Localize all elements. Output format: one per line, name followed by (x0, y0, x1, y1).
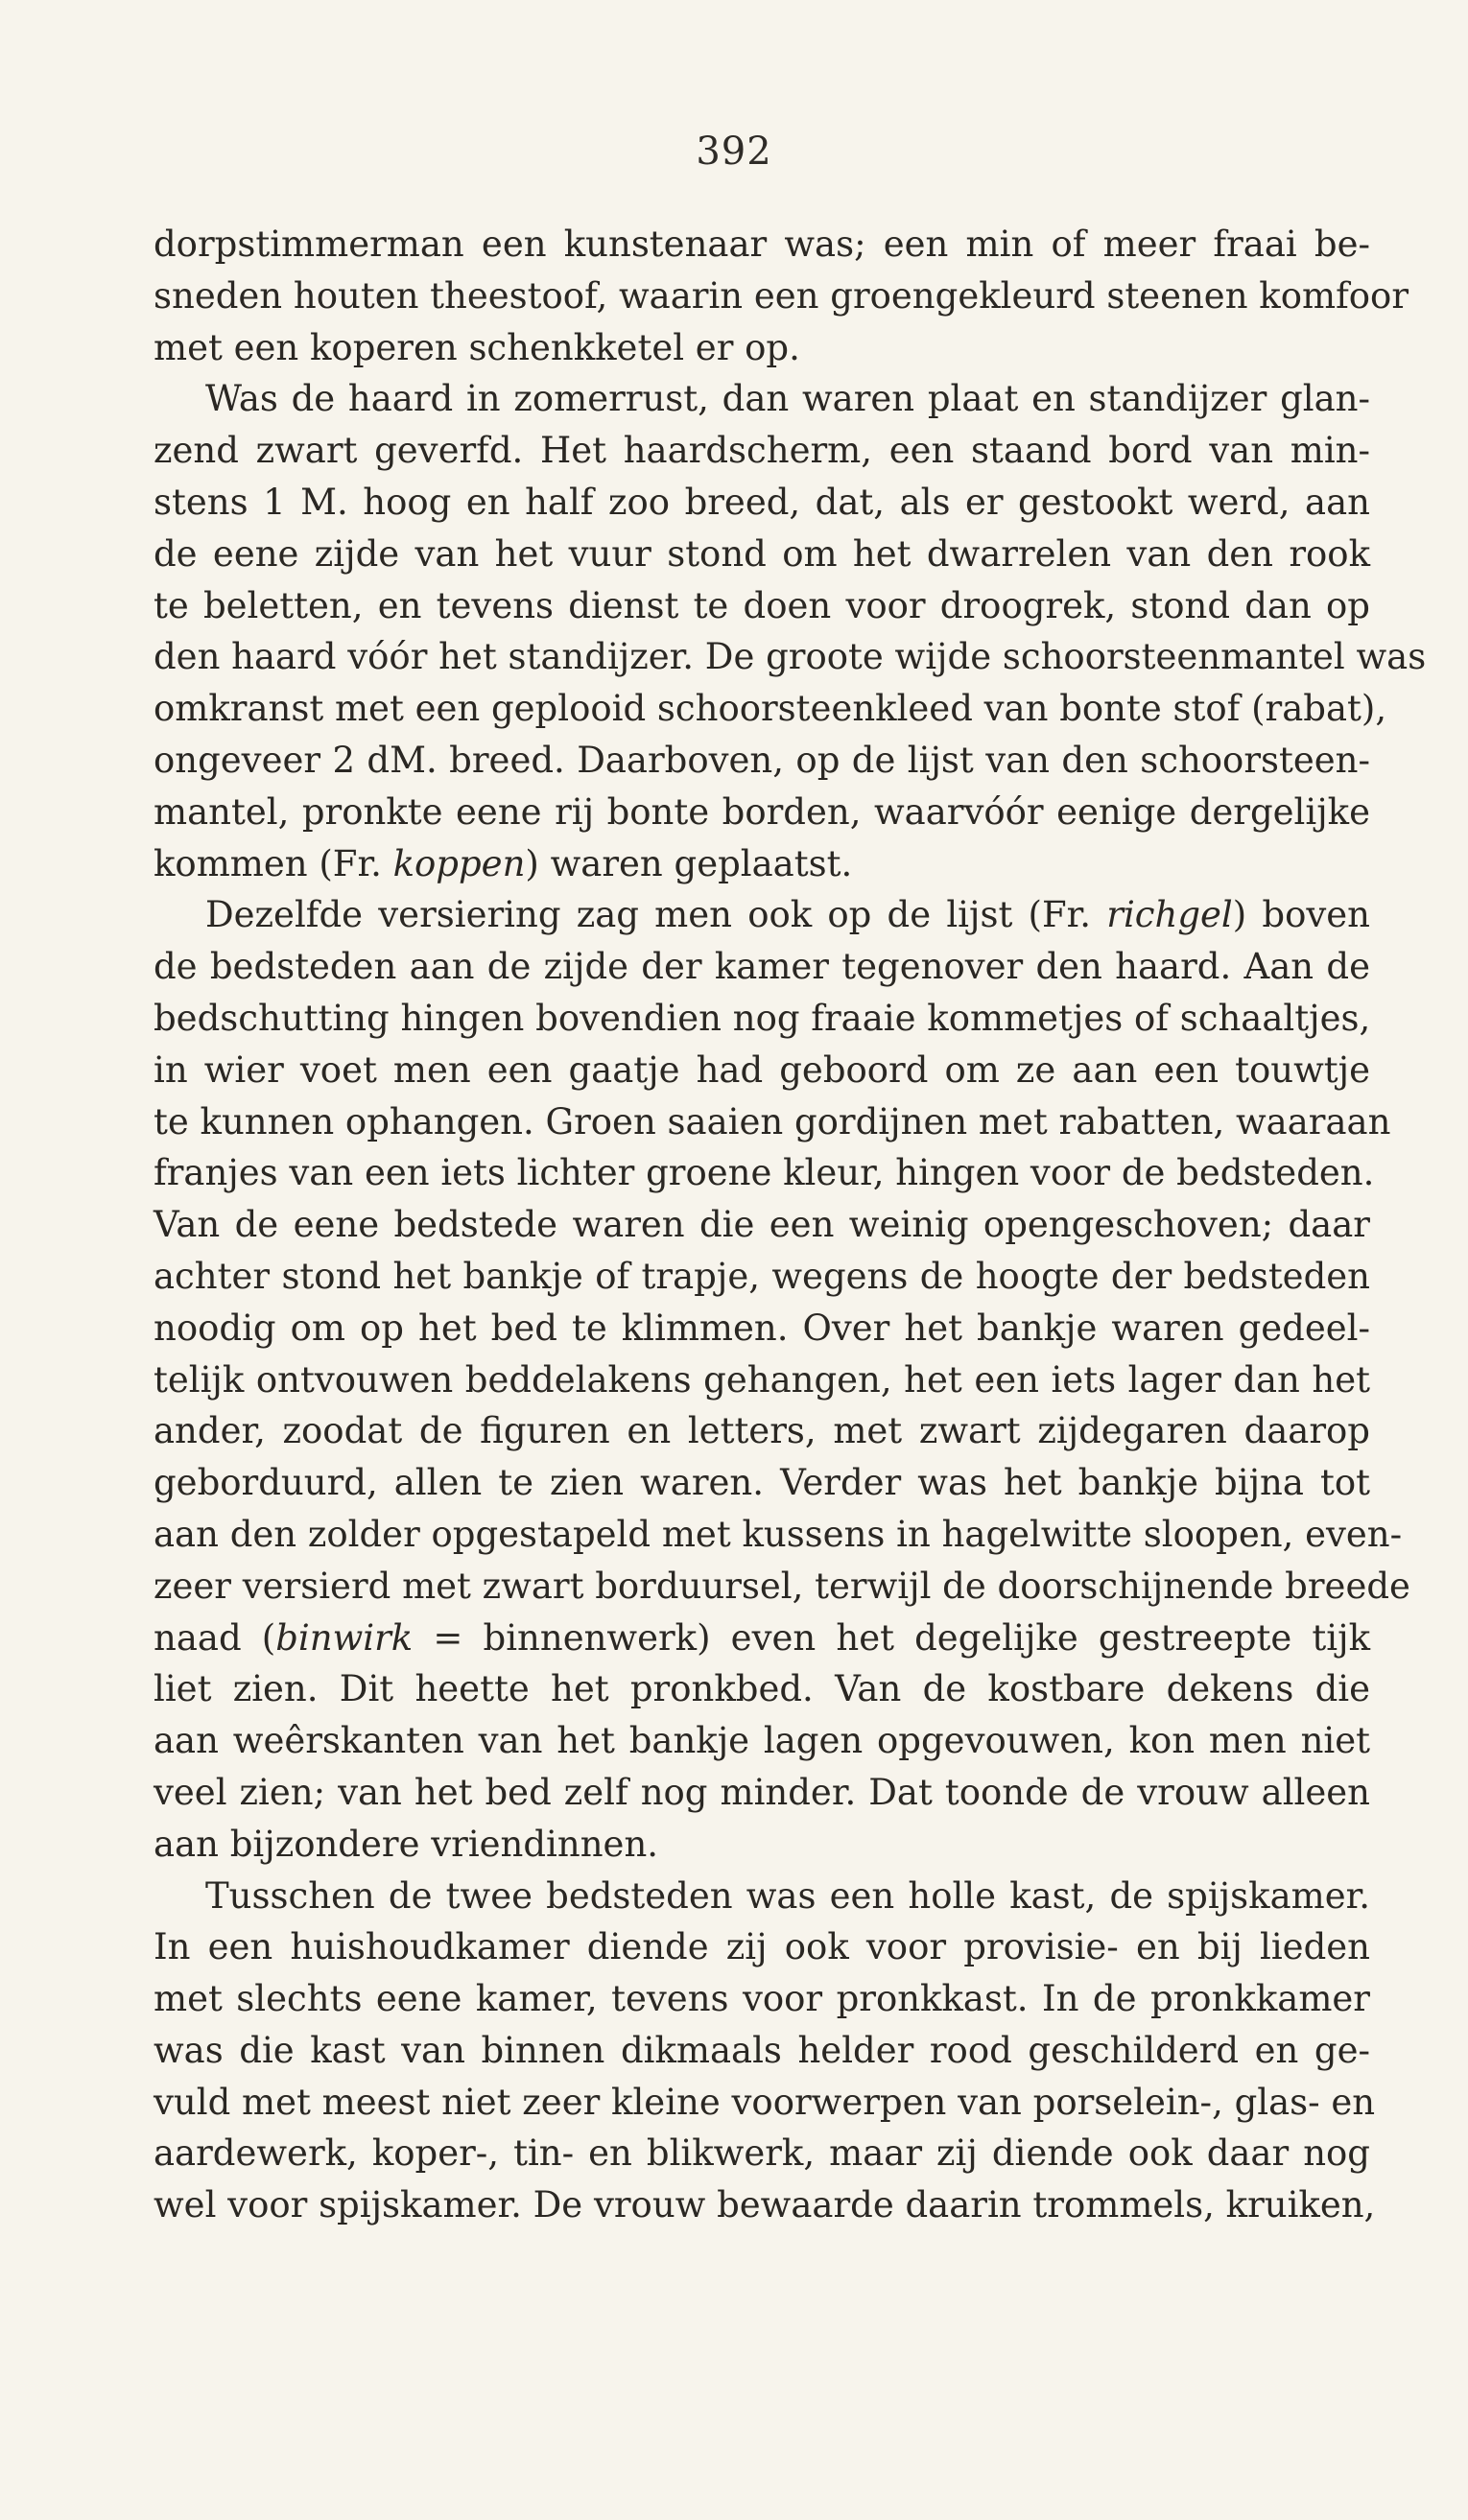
paragraph (154, 889, 1410, 1870)
italic-term: richgel (1106, 894, 1233, 936)
text-line: aan bijzondere vriendinnen. (154, 1823, 659, 1865)
text-line: achter stond het bankje of trapje, wegens de hoogte der bedsteden (154, 1255, 1370, 1297)
text-line: sneden houten theestoof, waarin een groengekleurd steenen komfoor (154, 274, 1409, 317)
text-line: Tusschen de twee bedsteden was een holle kast, de spijskamer. (205, 1874, 1370, 1917)
text-line: liet zien. Dit heette het pronkbed. Van de kostbare dekens die (154, 1668, 1370, 1710)
text-line: wel voor spijskamer. De vrouw bewaarde daarin trommels, kruiken, (154, 2184, 1376, 2226)
page-number: 392 (696, 130, 772, 174)
text-line: met een koperen schenkketel er op. (154, 326, 800, 368)
text-line: naad (binwirk = binnenwerk) even het degelijke gestreepte tijk (154, 1616, 1370, 1659)
text-line: veel zien; van het bed zelf nog minder. Dat toonde de vrouw alleen (154, 1771, 1370, 1813)
text-line: aan weêrskanten van het bankje lagen opgevouwen, kon men niet (154, 1720, 1370, 1762)
paragraph (154, 1871, 1376, 2232)
text-line: bedschutting hingen bovendien nog fraaie kommetjes of schaaltjes, (154, 997, 1371, 1039)
text-line: de eene zijde van het vuur stond om het dwarrelen van den rook (154, 532, 1370, 575)
text-line: zend zwart geverfd. Het haardscherm, een staand bord van min- (154, 430, 1370, 472)
text-line: omkranst met een geplooid schoorsteenkleed van bonte stof (rabat), (154, 688, 1387, 730)
italic-term: koppen (392, 842, 526, 884)
text-line: was die kast van binnen dikmaals helder rood geschilderd en ge- (154, 2029, 1370, 2071)
text-line: ongeveer 2 dM. breed. Daarboven, op de lijst van den schoorsteen- (154, 739, 1370, 781)
text-line: dorpstimmerman een kunstenaar was; een min of meer fraai be- (154, 224, 1370, 265)
text-line: Van de eene bedstede waren die een weinig opengeschoven; daar (154, 1204, 1370, 1246)
text-line: noodig om op het bed te klimmen. Over het bankje waren gedeel- (154, 1307, 1370, 1349)
text-line: In een huishoudkamer diende zij ook voor provisie- en bij lieden (154, 1926, 1370, 1968)
text-line: kommen (Fr. koppen) waren geplaatst. (154, 842, 853, 884)
text-line: mantel, pronkte eene rij bonte borden, waarvóór eenige dergelijke (154, 790, 1370, 833)
text-line: in wier voet men een gaatje had geboord om ze aan een touwtje (154, 1048, 1370, 1091)
text-line: telijk ontvouwen beddelakens gehangen, het een iets lager dan het (154, 1358, 1370, 1401)
text-line: zeer versierd met zwart borduursel, terwijl de doorschijnende breede (154, 1565, 1410, 1607)
text-line: geborduurd, allen te zien waren. Verder was het bankje bijna tot (154, 1462, 1370, 1504)
paragraph (154, 219, 1409, 373)
text-line: met slechts eene kamer, tevens voor pronkkast. In de pronkkamer (154, 1978, 1370, 2020)
text-line: ander, zoodat de figuren en letters, met zwart zijdegaren daarop (154, 1410, 1370, 1452)
italic-term: binwirk (275, 1616, 414, 1659)
text-line: stens 1 M. hoog en half zoo breed, dat, als er gestookt werd, aan (154, 481, 1370, 523)
text-line: te kunnen ophangen. Groen saaien gordijnen met rabatten, waaraan (154, 1100, 1391, 1142)
text-line: vuld met meest niet zeer kleine voorwerpen van porselein-, glas- en (154, 2081, 1376, 2123)
text-line: Dezelfde versiering zag men ook op de lijst (Fr. richgel) boven (205, 894, 1371, 936)
text-line: franjes van een iets lichter groene kleur, hingen voor de bedsteden. (154, 1152, 1375, 1194)
paragraph (154, 373, 1427, 889)
text-line: de bedsteden aan de zijde der kamer tegenover den haard. Aan de (154, 946, 1370, 988)
text-line: te beletten, en tevens dienst te doen voor droogrek, stond dan op (154, 584, 1370, 626)
text-line: den haard vóór het standijzer. De groote wijde schoorsteenmantel was (154, 636, 1427, 678)
text-line: aan den zolder opgestapeld met kussens in hagelwitte sloopen, even- (154, 1513, 1403, 1555)
text-line: Was de haard in zomerrust, dan waren plaat en standijzer glan- (205, 378, 1370, 420)
text-line: aardewerk, koper-, tin- en blikwerk, maar zij diende ook daar nog (154, 2132, 1370, 2175)
body-text (154, 219, 1427, 2231)
